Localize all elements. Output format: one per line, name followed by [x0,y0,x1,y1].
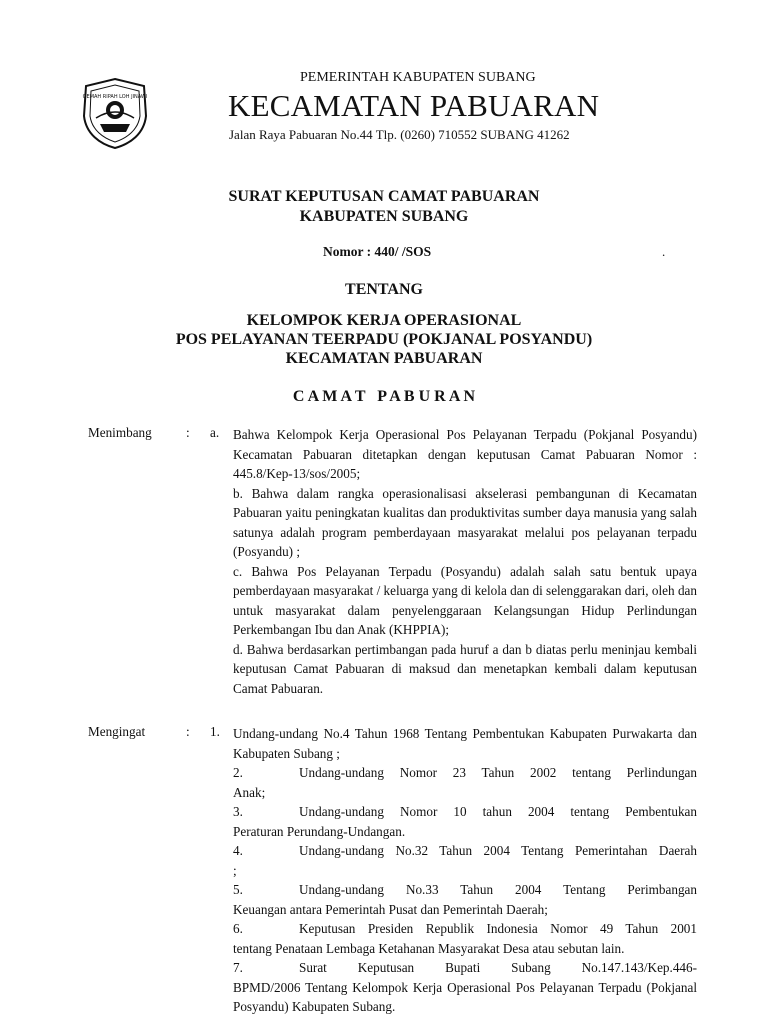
decree-title: SURAT KEPUTUSAN CAMAT PABUARAN [228,188,540,205]
mengingat-colon: : [186,724,190,739]
menimbang-colon: : [186,425,190,440]
menimbang-list [233,425,697,698]
item-continuation: Anak; [233,784,266,800]
item-continuation: tentang Penataan Lembaga Ketahanan Masyarakat Desa atau sebutan lain. [233,940,625,956]
item-first-line: Undang-undang No.33 Tahun 2004 Tentang Perimbangan [299,882,697,897]
tentang-heading: TENTANG [345,281,423,298]
menimbang-marker: a. [210,425,220,440]
item-first-line: Undang-undang Nomor 10 tahun 2004 tentang Pembentukan [299,804,697,819]
mengingat-list [233,724,697,1017]
item-number: 7. [233,960,243,975]
item-number: 3. [233,804,243,819]
mengingat-label: Mengingat [88,724,146,739]
subject-line-2: POS PELAYANAN TEERPADU (POKJANAL POSYANDU) [175,331,593,348]
government-name: PEMERINTAH KABUPATEN SUBANG [300,70,536,85]
item-number: 6. [233,921,243,936]
item-number: 2. [233,765,243,780]
mengingat-item-7 [233,958,697,1017]
mengingat-item-3 [233,802,697,841]
menimbang-item-d: d. Bahwa berdasarkan pertimbangan pada huruf a dan b diatas perlu meninjau kembali keputusan Camat Pabuaran di maksud dan menetapkan kembali dalam keputusan Camat Pabuaran. [233,641,697,696]
item-first-line: Keputusan Presiden Republik Indonesia Nomor 49 Tahun 2001 [299,921,697,936]
item-continuation: ; [233,862,237,878]
mengingat-item-6 [233,919,697,958]
subject-line-3: KECAMATAN PABUARAN [285,350,483,367]
decree-number: Nomor : 440/ /SOS [323,244,432,259]
menimbang-label: Menimbang [88,425,152,440]
camat-heading: C A M A T P A B U R A N [292,388,476,405]
item-continuation: BPMD/2006 Tentang Kelompok Kerja Operasional Pos Pelayanan Terpadu (Pokjanal Posyandu) Kabupaten Subang. [233,979,697,1014]
subang-regency-seal-icon [78,76,152,150]
mengingat-marker: 1. [210,724,220,739]
seal-text: GEMAH RIPAH LOH JINAWI [82,94,148,100]
subject-line-1: KELOMPOK KERJA OPERASIONAL [246,312,522,329]
menimbang-item-c: c. Bahwa Pos Pelayanan Terpadu (Posyandu) adalah salah satu bentuk upaya pemberdayaan masyarakat / keluarga yang di kelola dan di selenggarakan dari, oleh dan untuk masyarakat dalam penyelenggaraan Kelangsungan Hidup Perlindungan Perkembangan Ibu dan Anak (KHPPIA); [233,563,697,637]
district-name: KECAMATAN PABUARAN [228,88,600,123]
mengingat-item-5 [233,880,697,919]
item-number: 4. [233,843,243,858]
decree-regency: KABUPATEN SUBANG [299,208,469,225]
item-first-line: Surat Keputusan Bupati Subang No.147.143/Kep.446- [299,960,697,975]
mengingat-item-2 [233,763,697,802]
item-continuation: Keuangan antara Pemerintah Pusat dan Pemerintah Daerah; [233,901,548,917]
mengingat-item-4 [233,841,697,880]
item-continuation: Peraturan Perundang-Undangan. [233,823,406,839]
office-address: Jalan Raya Pabuaran No.44 Tlp. (0260) 710552 SUBANG 41262 [229,127,570,142]
item-first-line: Undang-undang Nomor 23 Tahun 2002 tentang Perlindungan [299,765,697,780]
mengingat-item-1: Undang-undang No.4 Tahun 1968 Tentang Pembentukan Kabupaten Purwakarta dan Kabupaten Subang ; [233,726,697,761]
menimbang-item-b: b. Bahwa dalam rangka operasionalisasi akselerasi pembangunan di Kecamatan Pabuaran yaitu peningkatan kualitas dan produktivitas sumber daya manusia yang salah satunya adalah program pemberdayaan masyarakat melalui pos pelayanan terpadu (Posyandu) ; [233,485,697,559]
stray-dot: . [662,244,666,259]
item-first-line: Undang-undang No.32 Tahun 2004 Tentang Pemerintahan Daerah [299,843,697,858]
item-number: 5. [233,882,243,897]
menimbang-item-a: Bahwa Kelompok Kerja Operasional Pos Pelayanan Terpadu (Pokjanal Posyandu) Kecamatan Pabuaran ditetapkan dengan keputusan Camat Pabuaran Nomor : 445.8/Kep-13/sos/2005; [233,427,697,481]
